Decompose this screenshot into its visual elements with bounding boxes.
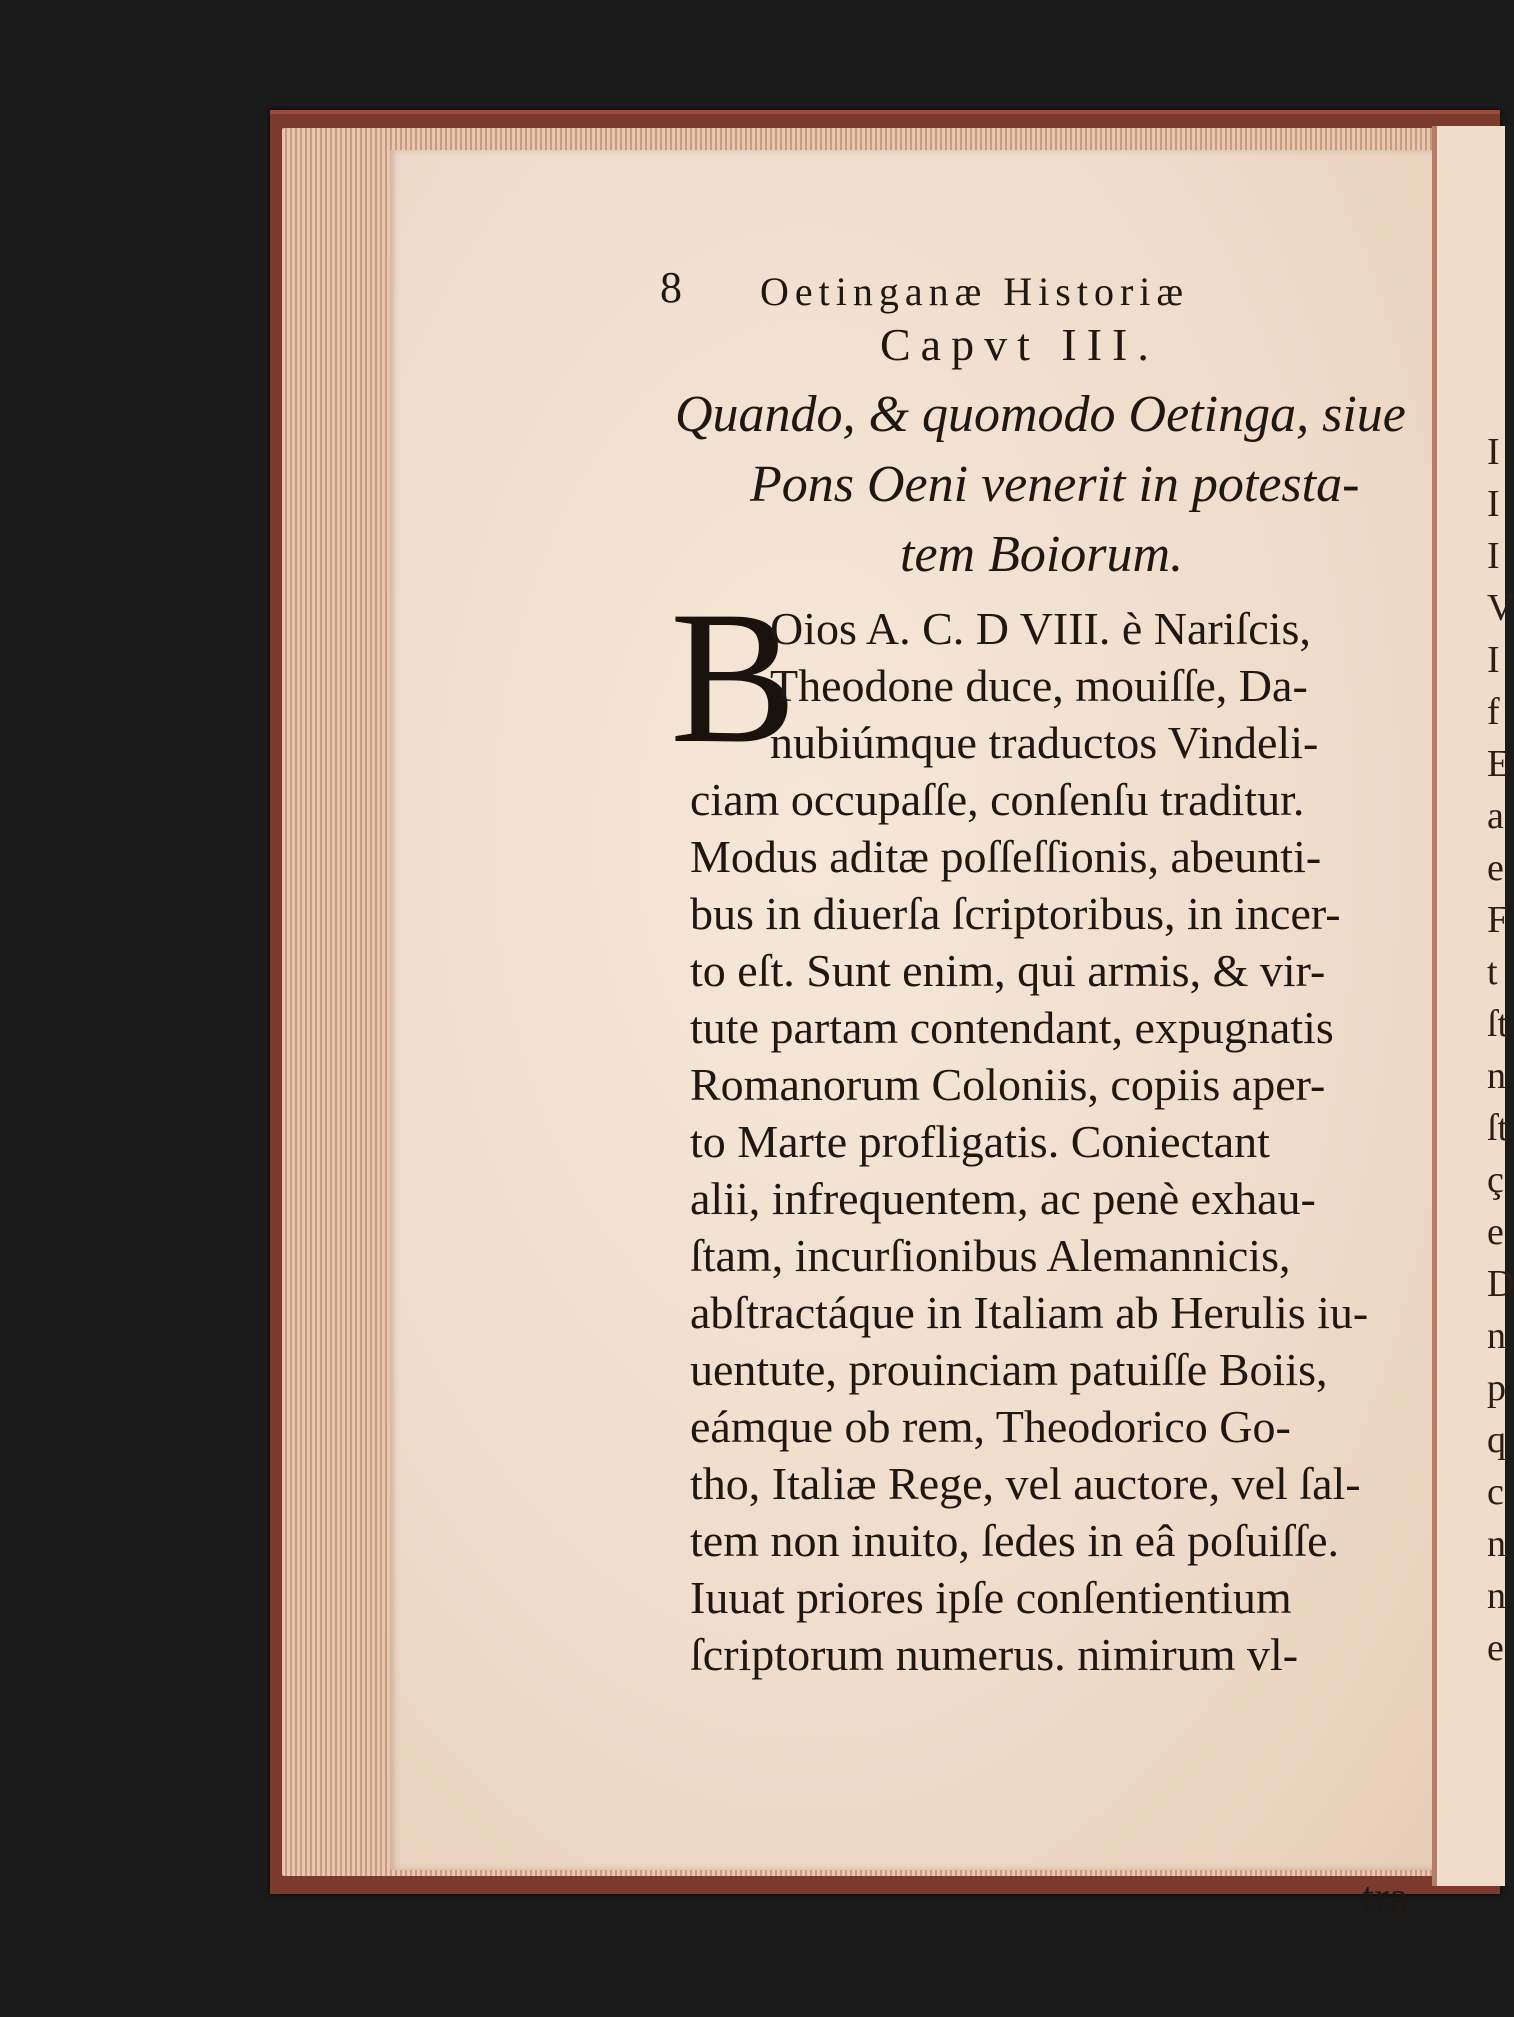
body-line: Iuuat priores ipſe conſentientium xyxy=(690,1572,1292,1623)
page-header xyxy=(660,262,1400,322)
right-page-fragment: ſt xyxy=(1487,1107,1509,1149)
body-text xyxy=(690,600,1420,1683)
body-line: bus in diuerſa ſcriptoribus, in incer- xyxy=(690,888,1341,939)
body-line: Romanorum Coloniis, copiis aper- xyxy=(690,1059,1326,1110)
body-line: tem non inuito, ſedes in eâ poſuiſſe. xyxy=(690,1515,1339,1566)
right-page-fragment: e xyxy=(1487,1627,1504,1669)
body-line: ciam occupaſſe, conſenſu traditur. xyxy=(690,774,1305,825)
right-page-fragment: I xyxy=(1487,535,1500,577)
right-page-fragment: c xyxy=(1487,1471,1504,1513)
body-line: alii, infrequentem, ac penè exhau- xyxy=(690,1173,1316,1224)
drop-cap: B xyxy=(670,573,797,783)
body-line: tute partam contendant, expugnatis xyxy=(690,1002,1334,1053)
right-page-fragment: n xyxy=(1487,1575,1506,1617)
right-page-fragment: e xyxy=(1487,847,1504,889)
page-number: 8 xyxy=(660,263,682,312)
body-line: Theodone duce, mouiſſe, Da- xyxy=(770,660,1308,711)
body-line: abſtractáque in Italiam ab Herulis iu- xyxy=(690,1287,1369,1338)
body-line: tho, Italiæ Rege, vel auctore, vel ſal- xyxy=(690,1458,1361,1509)
body-line: uentute, prouinciam patuiſſe Boiis, xyxy=(690,1344,1328,1395)
body-line: nubiúmque traductos Vindeli- xyxy=(770,717,1319,768)
right-page-fragment: a xyxy=(1487,795,1504,837)
right-page-fragment: E xyxy=(1487,743,1511,785)
right-page-fragment: ç xyxy=(1487,1159,1504,1201)
running-title: Oetinganæ Historiæ xyxy=(760,269,1190,314)
body-line: Modus aditæ poſſeſſionis, abeunti- xyxy=(690,831,1322,882)
chapter-subtitle-line: Pons Oeni venerit in potesta- xyxy=(750,456,1360,513)
body-line: Oios A. C. D VIII. è Nariſcis, xyxy=(770,603,1311,654)
right-page-fragment: I xyxy=(1487,431,1500,473)
body-line: to eſt. Sunt enim, qui armis, & vir- xyxy=(690,945,1326,996)
right-page-fragment: I xyxy=(1487,639,1500,681)
right-page-fragment: n xyxy=(1487,1523,1506,1565)
body-line: ſcriptorum numerus. nimirum vl- xyxy=(690,1629,1299,1680)
chapter-subtitle-line: tem Boiorum. xyxy=(900,526,1184,583)
right-page xyxy=(1432,126,1514,1886)
body-line: to Marte profligatis. Coniectant xyxy=(690,1116,1270,1167)
chapter-heading: Capvt III. xyxy=(880,319,1159,370)
body-line: ſtam, incurſionibus Alemannicis, xyxy=(690,1230,1291,1281)
right-page-fragment: e xyxy=(1487,1211,1504,1253)
chapter-subtitle-line: Quando, & quomodo Oetinga, siue xyxy=(675,386,1406,443)
catchword: tra xyxy=(1362,1873,1409,1922)
right-page-fragment: n xyxy=(1487,1315,1506,1357)
body-line: eámque ob rem, Theodorico Go- xyxy=(690,1401,1291,1452)
right-page-fragment: ſt xyxy=(1487,1003,1509,1045)
right-page-fragment: f xyxy=(1487,691,1500,733)
right-page-text-fragments xyxy=(1487,426,1514,1674)
right-page-fragment: t xyxy=(1487,951,1498,993)
right-page-fragment: q xyxy=(1487,1419,1506,1461)
right-page-fragment: F xyxy=(1487,899,1509,941)
right-page-fragment: n xyxy=(1487,1055,1506,1097)
right-page-fragment: I xyxy=(1487,483,1500,525)
right-page-fragment: p xyxy=(1487,1367,1506,1409)
right-page-fragment: V xyxy=(1487,587,1514,629)
right-page-fragment: D xyxy=(1487,1263,1514,1305)
